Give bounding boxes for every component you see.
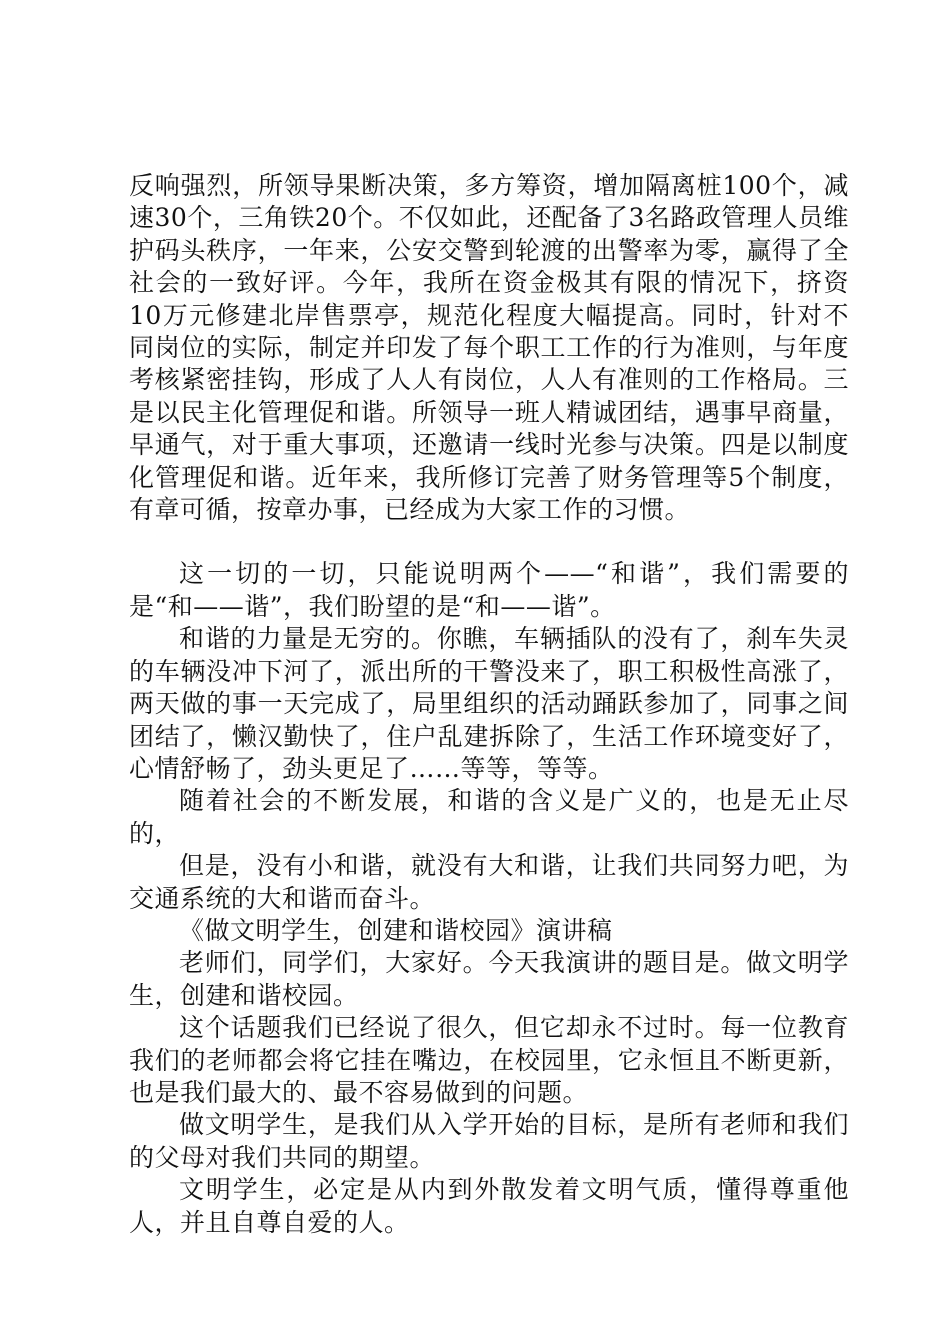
paragraph: 随着社会的不断发展，和谐的含义是广义的，也是无止尽的， — [129, 786, 849, 848]
paragraph: 做文明学生，是我们从入学开始的目标，是所有老师和我们的父母对我们共同的期望。 — [129, 1110, 849, 1172]
paragraph: 老师们，同学们，大家好。今天我演讲的题目是。做文明学生，创建和谐校园。 — [129, 948, 849, 1010]
paragraph: 文明学生，必定是从内到外散发着文明气质，懂得尊重他人，并且自尊自爱的人。 — [129, 1175, 849, 1237]
paragraph: 和谐的力量是无穷的。你瞧，车辆插队的没有了，刹车失灵的车辆没冲下河了，派出所的干警没来了，职工积极性高涨了，两天做的事一天完成了，局里组织的活动踊跃参加了，同事之间团结了，懒汉勤快了，住户乱建拆除了，生活工作环境变好了，心情舒畅了，劲头更足了……等等，等等。 — [129, 624, 849, 783]
paragraph-continuation: 反响强烈，所领导果断决策，多方筹资，增加隔离桩100个，减速30个，三角铁20个。不仅如此，还配备了3名路政管理人员维护码头秩序，一年来，公安交警到轮渡的出警率为零，赢得了全社会的一致好评。今年，我所在资金极其有限的情况下，挤资10万元修建北岸售票亭，规范化程度大幅提高。同时，针对不同岗位的实际，制定并印发了每个职工工作的行为准则，与年度考核紧密挂钩，形成了人人有岗位，人人有准则的工作格局。三是以民主化管理促和谐。所领导一班人精诚团结，遇事早商量，早通气，对于重大事项，还邀请一线时光参与决策。四是以制度化管理促和谐。近年来，我所修订完善了财务管理等5个制度，有章可循，按章办事，已经成为大家工作的习惯。 — [129, 171, 849, 525]
paragraph: 这个话题我们已经说了很久，但它却永不过时。每一位教育我们的老师都会将它挂在嘴边，在校园里，它永恒且不断更新，也是我们最大的、最不容易做到的问题。 — [129, 1013, 849, 1107]
speech-title: 《做文明学生，创建和谐校园》演讲稿 — [179, 915, 613, 945]
paragraph: 但是，没有小和谐，就没有大和谐，让我们共同努力吧，为交通系统的大和谐而奋斗。 — [129, 851, 849, 913]
paragraph: 这一切的一切，只能说明两个——“和谐”，我们需要的是“和——谐”，我们盼望的是“和——谐”。 — [129, 559, 849, 621]
document-body — [129, 170, 849, 1239]
